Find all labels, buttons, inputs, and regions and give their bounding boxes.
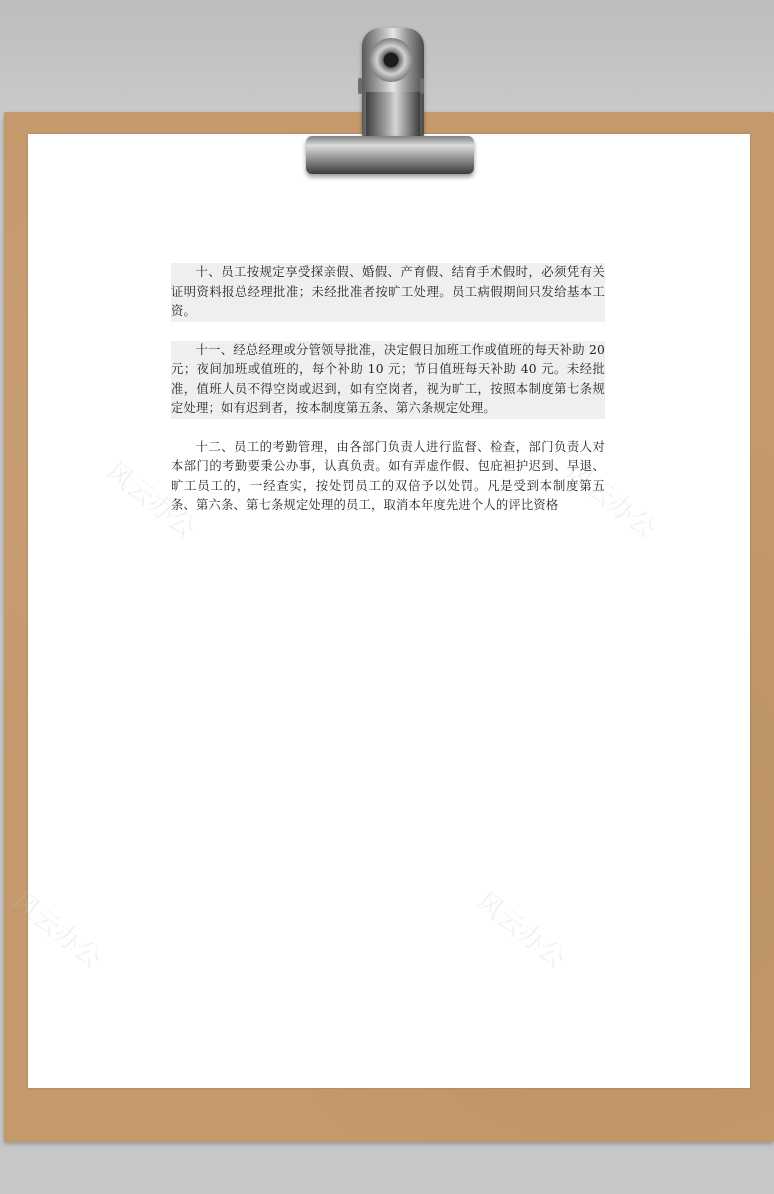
watermark: 风云办公: [560, 456, 661, 545]
binder-clip-plate: [306, 136, 474, 174]
paragraph-11: 十一、经总经理或分管领导批准，决定假日加班工作或值班的每天补助 20 元；夜间加班或值班的，每个补助 10 元；节日值班每天补助 40 元。未经批准，值班人员不得空岗或迟到，如有空岗者，视为旷工，按照本制度第七条规定处理；如有迟到者，按本制度第五条、第六条规定处理。: [171, 341, 605, 419]
paragraph-12: 十二、员工的考勤管理，由各部门负责人进行监督、检查，部门负责人对本部门的考勤要秉公办事，认真负责。如有弄虚作假、包庇袒护迟到、早退、旷工员工的，一经查实，按处罚员工的双倍予以处罚。凡是受到本制度第五条、第六条、第七条规定处理的员工，取消本年度先进个人的评比资格: [171, 439, 605, 512]
binder-clip-wire-left: [358, 78, 362, 94]
binder-clip-neck: [366, 92, 420, 140]
binder-clip-wire-right: [420, 78, 424, 94]
watermark: 风云办公: [6, 886, 107, 975]
watermark: 风云办公: [100, 456, 201, 545]
watermark: 风云办公: [470, 886, 571, 975]
binder-clip-ring: [369, 38, 413, 82]
paragraph-10: 十、员工按规定享受探亲假、婚假、产育假、结育手术假时，必须凭有关证明资料报总经理批准；未经批准者按旷工处理。员工病假期间只发给基本工资。: [171, 263, 605, 322]
document-body: [171, 263, 605, 535]
